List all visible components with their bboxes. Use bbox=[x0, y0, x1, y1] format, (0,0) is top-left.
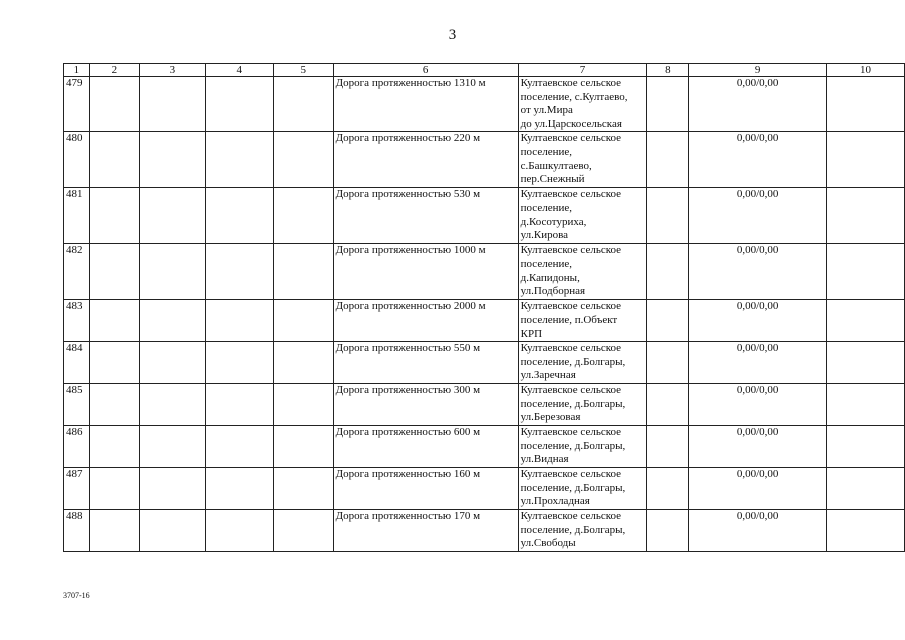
location-line: поселение, д.Болгары, bbox=[520, 355, 626, 368]
column-header: 3 bbox=[140, 64, 205, 77]
location-cell bbox=[518, 384, 647, 426]
location-line: поселение, с.Култаево, bbox=[520, 90, 628, 103]
empty-cell bbox=[273, 510, 333, 552]
empty-cell bbox=[826, 510, 904, 552]
empty-cell bbox=[140, 342, 205, 384]
location-line: КРП bbox=[520, 327, 543, 340]
empty-cell bbox=[826, 468, 904, 510]
empty-cell bbox=[89, 188, 139, 244]
empty-cell bbox=[826, 132, 904, 188]
location-line: поселение, п.Объект bbox=[520, 313, 618, 326]
value-cell: 0,00/0,00 bbox=[689, 132, 827, 188]
object-name-cell: Дорога протяженностью 530 м bbox=[333, 188, 518, 244]
location-line: поселение, д.Болгары, bbox=[520, 523, 626, 536]
table-row bbox=[64, 468, 905, 510]
location-line: д.Капидоны, bbox=[520, 271, 580, 284]
empty-cell bbox=[140, 384, 205, 426]
location-line: поселение, д.Болгары, bbox=[520, 481, 626, 494]
location-line: ул.Видная bbox=[520, 453, 569, 466]
row-number-cell: 483 bbox=[64, 300, 90, 342]
location-cell bbox=[518, 468, 647, 510]
empty-cell bbox=[140, 300, 205, 342]
row-number-cell: 482 bbox=[64, 244, 90, 300]
column-header: 9 bbox=[689, 64, 827, 77]
value-cell: 0,00/0,00 bbox=[689, 342, 827, 384]
column-header: 6 bbox=[333, 64, 518, 77]
table-row bbox=[64, 384, 905, 426]
object-name-cell: Дорога протяженностью 550 м bbox=[333, 342, 518, 384]
empty-cell bbox=[140, 468, 205, 510]
empty-cell bbox=[273, 468, 333, 510]
location-line: с.Башкултаево, bbox=[520, 159, 592, 172]
object-name-cell: Дорога протяженностью 170 м bbox=[333, 510, 518, 552]
location-line: ул.Заречная bbox=[520, 369, 576, 382]
empty-cell bbox=[647, 132, 689, 188]
empty-cell bbox=[89, 468, 139, 510]
column-header: 2 bbox=[89, 64, 139, 77]
object-name-cell: Дорога протяженностью 220 м bbox=[333, 132, 518, 188]
location-line: ул.Березовая bbox=[520, 411, 581, 424]
table-row bbox=[64, 77, 905, 132]
empty-cell bbox=[647, 468, 689, 510]
object-name-cell: Дорога протяженностью 2000 м bbox=[333, 300, 518, 342]
location-line: д.Косотуриха, bbox=[520, 215, 587, 228]
table-row bbox=[64, 132, 905, 188]
empty-cell bbox=[89, 77, 139, 132]
empty-cell bbox=[89, 384, 139, 426]
empty-cell bbox=[273, 426, 333, 468]
location-line: Култаевское сельское bbox=[520, 426, 622, 439]
empty-cell bbox=[140, 77, 205, 132]
document-code: 3707-16 bbox=[63, 591, 90, 600]
column-header: 7 bbox=[518, 64, 647, 77]
row-number-cell: 486 bbox=[64, 426, 90, 468]
location-line: ул.Подборная bbox=[520, 285, 586, 298]
empty-cell bbox=[647, 342, 689, 384]
location-line: Култаевское сельское bbox=[520, 300, 622, 313]
object-name-cell: Дорога протяженностью 160 м bbox=[333, 468, 518, 510]
empty-cell bbox=[89, 132, 139, 188]
row-number-cell: 481 bbox=[64, 188, 90, 244]
location-cell bbox=[518, 188, 647, 244]
table-row bbox=[64, 300, 905, 342]
table-row bbox=[64, 510, 905, 552]
empty-cell bbox=[273, 244, 333, 300]
location-line: поселение, д.Болгары, bbox=[520, 439, 626, 452]
value-cell: 0,00/0,00 bbox=[689, 244, 827, 300]
empty-cell bbox=[89, 244, 139, 300]
empty-cell bbox=[273, 77, 333, 132]
row-number-cell: 488 bbox=[64, 510, 90, 552]
location-cell bbox=[518, 342, 647, 384]
location-line: Култаевское сельское bbox=[520, 342, 622, 355]
location-cell bbox=[518, 77, 647, 132]
table-row bbox=[64, 342, 905, 384]
empty-cell bbox=[140, 244, 205, 300]
empty-cell bbox=[273, 342, 333, 384]
empty-cell bbox=[826, 384, 904, 426]
location-line: Култаевское сельское bbox=[520, 188, 622, 201]
location-line: пер.Снежный bbox=[520, 173, 585, 186]
header-row bbox=[64, 64, 905, 77]
empty-cell bbox=[647, 510, 689, 552]
empty-cell bbox=[89, 342, 139, 384]
location-line: Култаевское сельское bbox=[520, 77, 622, 89]
empty-cell bbox=[89, 426, 139, 468]
table-row bbox=[64, 244, 905, 300]
location-line: ул.Кирова bbox=[520, 229, 569, 242]
empty-cell bbox=[826, 300, 904, 342]
empty-cell bbox=[647, 77, 689, 132]
location-line: Култаевское сельское bbox=[520, 468, 622, 481]
empty-cell bbox=[205, 300, 273, 342]
empty-cell bbox=[89, 300, 139, 342]
empty-cell bbox=[647, 188, 689, 244]
empty-cell bbox=[273, 132, 333, 188]
value-cell: 0,00/0,00 bbox=[689, 510, 827, 552]
value-cell: 0,00/0,00 bbox=[689, 384, 827, 426]
location-line: от ул.Мира bbox=[520, 104, 573, 117]
location-line: Култаевское сельское bbox=[520, 132, 622, 145]
location-line: поселение, bbox=[520, 201, 572, 214]
empty-cell bbox=[273, 188, 333, 244]
empty-cell bbox=[205, 342, 273, 384]
empty-cell bbox=[140, 132, 205, 188]
empty-cell bbox=[647, 244, 689, 300]
empty-cell bbox=[647, 426, 689, 468]
location-line: Култаевское сельское bbox=[520, 384, 622, 397]
value-cell: 0,00/0,00 bbox=[689, 300, 827, 342]
location-line: поселение, bbox=[520, 145, 572, 158]
table-row bbox=[64, 188, 905, 244]
row-number-cell: 484 bbox=[64, 342, 90, 384]
empty-cell bbox=[826, 426, 904, 468]
empty-cell bbox=[205, 510, 273, 552]
object-name-cell: Дорога протяженностью 300 м bbox=[333, 384, 518, 426]
empty-cell bbox=[647, 300, 689, 342]
empty-cell bbox=[826, 342, 904, 384]
location-line: поселение, bbox=[520, 257, 572, 270]
empty-cell bbox=[89, 510, 139, 552]
row-number-cell: 480 bbox=[64, 132, 90, 188]
empty-cell bbox=[205, 384, 273, 426]
column-header: 10 bbox=[826, 64, 904, 77]
location-line: Култаевское сельское bbox=[520, 244, 622, 257]
location-cell bbox=[518, 132, 647, 188]
empty-cell bbox=[140, 188, 205, 244]
register-table bbox=[63, 63, 905, 552]
object-name-cell: Дорога протяженностью 1000 м bbox=[333, 244, 518, 300]
empty-cell bbox=[273, 300, 333, 342]
value-cell: 0,00/0,00 bbox=[689, 188, 827, 244]
empty-cell bbox=[826, 244, 904, 300]
location-cell bbox=[518, 426, 647, 468]
table-body bbox=[64, 77, 905, 552]
location-line: Култаевское сельское bbox=[520, 510, 622, 523]
empty-cell bbox=[273, 384, 333, 426]
row-number-cell: 479 bbox=[64, 77, 90, 132]
location-line: ул.Прохладная bbox=[520, 495, 590, 508]
location-cell bbox=[518, 510, 647, 552]
empty-cell bbox=[826, 188, 904, 244]
object-name-cell: Дорога протяженностью 600 м bbox=[333, 426, 518, 468]
column-header: 1 bbox=[64, 64, 90, 77]
empty-cell bbox=[826, 77, 904, 132]
empty-cell bbox=[647, 384, 689, 426]
location-cell bbox=[518, 300, 647, 342]
column-header: 8 bbox=[647, 64, 689, 77]
location-line: поселение, д.Болгары, bbox=[520, 397, 626, 410]
empty-cell bbox=[205, 132, 273, 188]
empty-cell bbox=[205, 188, 273, 244]
empty-cell bbox=[140, 510, 205, 552]
value-cell: 0,00/0,00 bbox=[689, 426, 827, 468]
location-line: до ул.Царскосельская bbox=[520, 117, 622, 130]
row-number-cell: 487 bbox=[64, 468, 90, 510]
column-header: 4 bbox=[205, 64, 273, 77]
empty-cell bbox=[205, 77, 273, 132]
value-cell: 0,00/0,00 bbox=[689, 77, 827, 132]
empty-cell bbox=[205, 426, 273, 468]
row-number-cell: 485 bbox=[64, 384, 90, 426]
empty-cell bbox=[205, 244, 273, 300]
location-line: ул.Свободы bbox=[520, 537, 576, 550]
location-cell bbox=[518, 244, 647, 300]
object-name-cell: Дорога протяженностью 1310 м bbox=[333, 77, 518, 132]
value-cell: 0,00/0,00 bbox=[689, 468, 827, 510]
column-header: 5 bbox=[273, 64, 333, 77]
table-row bbox=[64, 426, 905, 468]
page-number: 3 bbox=[448, 27, 457, 43]
empty-cell bbox=[205, 468, 273, 510]
empty-cell bbox=[140, 426, 205, 468]
